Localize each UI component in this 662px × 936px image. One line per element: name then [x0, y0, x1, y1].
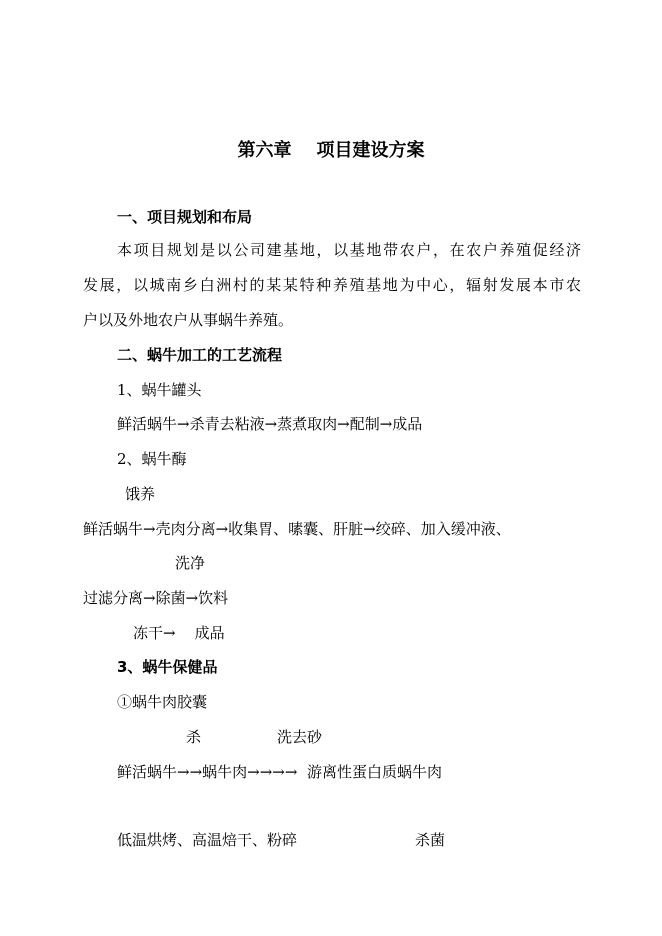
paragraph-line-3: 户以及外地农户从事蜗牛养殖。 — [83, 311, 294, 329]
flow-note-sterilize: 杀菌 — [415, 831, 446, 849]
flow-canned-snail: 鲜活蜗牛→杀青去粘液→蒸煮取肉→配制→成品 — [117, 415, 423, 433]
flow-note-kill: 杀 — [186, 728, 202, 746]
flow-capsule: 鲜活蜗牛→→蜗牛肉→→→→ 游离性蛋白质蜗牛肉 — [117, 763, 442, 781]
flow-capsule-process: 低温烘烤、高温焙干、粉碎 — [117, 831, 298, 849]
flow-note-wash-sand: 洗去砂 — [277, 728, 323, 746]
flow-enzyme-step-1: 鲜活蜗牛→壳肉分离→收集胃、嗉囊、肝脏→绞碎、加入缓冲液、 — [83, 520, 511, 538]
flow-enzyme-step-3: 冻干→ 成品 — [133, 624, 225, 642]
flow-note-starve: 饿养 — [125, 485, 156, 503]
item-title-capsule: ①蜗牛肉胶囊 — [117, 693, 208, 711]
item-title-canned-snail: 1、蜗牛罐头 — [117, 381, 202, 399]
flow-enzyme-step-2: 过滤分离→除菌→饮料 — [83, 589, 229, 607]
section-heading-process: 二、蜗牛加工的工艺流程 — [117, 346, 283, 364]
chapter-title: 第六章 项目建设方案 — [237, 140, 425, 161]
item-title-snail-enzyme: 2、蜗牛酶 — [117, 450, 187, 468]
paragraph-line-1: 本项目规划是以公司建基地，以基地带农户，在农户养殖促经济 — [117, 241, 581, 259]
section-heading-health: 3、蜗牛保健品 — [117, 658, 218, 676]
flow-note-wash: 洗净 — [175, 554, 206, 572]
section-heading-layout: 一、项目规划和布局 — [117, 208, 253, 226]
paragraph-line-2: 发展，以城南乡白洲村的某某特种养殖基地为中心，辐射发展本市农 — [83, 276, 581, 294]
